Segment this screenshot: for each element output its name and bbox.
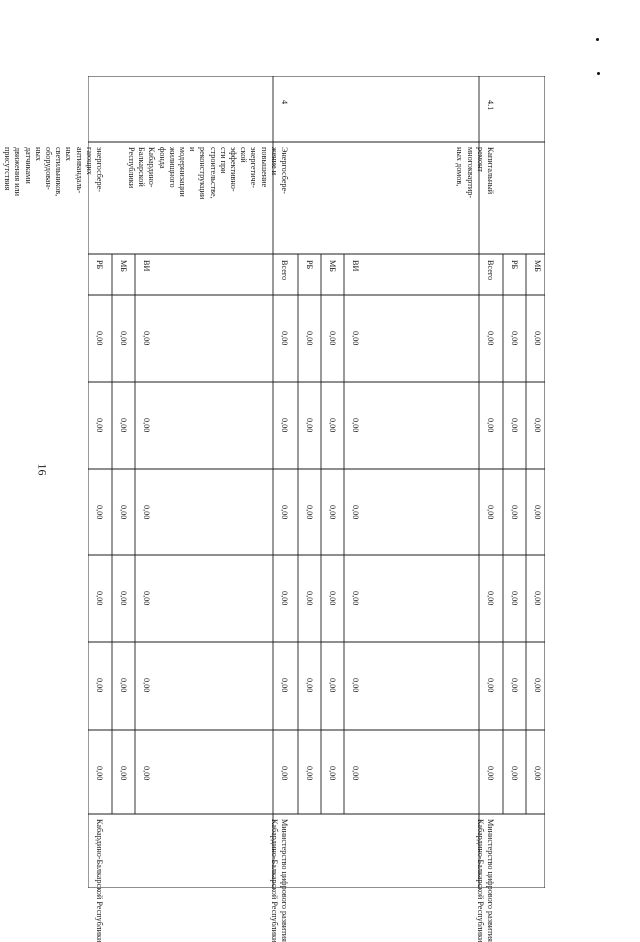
funding-value-cell: 0,00 bbox=[142, 591, 151, 606]
funding-value-cell: 0,00 bbox=[510, 505, 519, 520]
funding-value-cell: 0,00 bbox=[280, 766, 289, 781]
row-responsible-agency: Кабардино-Балкарской Республики bbox=[95, 819, 104, 942]
funding-value-cell: 0,00 bbox=[510, 418, 519, 433]
funding-value-cell: 0,00 bbox=[486, 418, 495, 433]
funding-value-cell: 0,00 bbox=[95, 766, 104, 781]
funding-source-label: ВИ bbox=[142, 260, 151, 272]
funding-value-cell: 0,00 bbox=[119, 505, 128, 520]
funding-value-cell: 0,00 bbox=[533, 331, 542, 346]
funding-source-label: МБ bbox=[328, 260, 337, 272]
funding-value-cell: 0,00 bbox=[305, 331, 314, 346]
row-activity-name: Капитальный ремонт многоквартир- ных домов, bbox=[455, 147, 495, 199]
funding-value-cell: 0,00 bbox=[119, 418, 128, 433]
funding-source-label: Всего bbox=[280, 260, 289, 281]
funding-value-cell: 0,00 bbox=[328, 766, 337, 781]
funding-value-cell: 0,00 bbox=[328, 505, 337, 520]
funding-value-cell: 0,00 bbox=[533, 678, 542, 693]
funding-value-cell: 0,00 bbox=[305, 591, 314, 606]
funding-source-label: РБ bbox=[95, 260, 104, 270]
funding-value-cell: 0,00 bbox=[351, 766, 360, 781]
funding-value-cell: 0,00 bbox=[280, 678, 289, 693]
funding-value-cell: 0,00 bbox=[280, 331, 289, 346]
funding-source-label: МБ bbox=[533, 260, 542, 272]
funding-value-cell: 0,00 bbox=[351, 418, 360, 433]
funding-value-cell: 0,00 bbox=[305, 505, 314, 520]
funding-value-cell: 0,00 bbox=[119, 766, 128, 781]
funding-value-cell: 0,00 bbox=[328, 418, 337, 433]
funding-value-cell: 0,00 bbox=[486, 678, 495, 693]
funding-value-cell: 0,00 bbox=[351, 505, 360, 520]
funding-value-cell: 0,00 bbox=[280, 505, 289, 520]
funding-value-cell: 0,00 bbox=[95, 505, 104, 520]
funding-value-cell: 0,00 bbox=[510, 331, 519, 346]
funding-source-label: Всего bbox=[486, 260, 495, 281]
funding-source-label: РБ bbox=[510, 260, 519, 270]
funding-value-cell: 0,00 bbox=[486, 591, 495, 606]
funding-value-cell: 0,00 bbox=[142, 766, 151, 781]
row-responsible-agency: Министерство цифрового развития Кабардино-Балкарской Республики bbox=[269, 819, 289, 942]
row-number: 4 bbox=[280, 100, 289, 105]
funding-value-cell: 0,00 bbox=[119, 331, 128, 346]
funding-value-cell: 0,00 bbox=[486, 331, 495, 346]
funding-value-cell: 0,00 bbox=[351, 331, 360, 346]
row-number: 4.1 bbox=[486, 100, 495, 111]
funding-value-cell: 0,00 bbox=[142, 505, 151, 520]
funding-value-cell: 0,00 bbox=[533, 418, 542, 433]
funding-value-cell: 0,00 bbox=[510, 591, 519, 606]
funding-value-cell: 0,00 bbox=[533, 766, 542, 781]
funding-value-cell: 0,00 bbox=[533, 505, 542, 520]
row-activity-name: энергосбере- гающих антивандаль- ных светильников, оборудован- ных датчиками движения или присутствия bbox=[3, 147, 104, 197]
funding-value-cell: 0,00 bbox=[328, 331, 337, 346]
scan-speck bbox=[597, 72, 600, 75]
funding-value-cell: 0,00 bbox=[142, 678, 151, 693]
funding-value-cell: 0,00 bbox=[142, 331, 151, 346]
funding-value-cell: 0,00 bbox=[95, 331, 104, 346]
funding-value-cell: 0,00 bbox=[95, 678, 104, 693]
funding-value-cell: 0,00 bbox=[280, 591, 289, 606]
funding-value-cell: 0,00 bbox=[328, 591, 337, 606]
funding-source-label: МБ bbox=[119, 260, 128, 272]
row-responsible-agency: Министерство цифрового развития Кабардино-Балкарской Республики bbox=[475, 819, 495, 942]
funding-value-cell: 0,00 bbox=[305, 418, 314, 433]
funding-value-cell: 0,00 bbox=[119, 678, 128, 693]
row-activity-name: Энергосбере- жение и повышение энергетиче- ской эффективно- сти при строительстве, реконструкции и модернизации жилищного фонда Кабардино- Балкарской Республики bbox=[126, 147, 289, 200]
funding-value-cell: 0,00 bbox=[95, 418, 104, 433]
funding-value-cell: 0,00 bbox=[351, 591, 360, 606]
funding-value-cell: 0,00 bbox=[510, 678, 519, 693]
funding-source-label: ВИ bbox=[351, 260, 360, 272]
funding-value-cell: 0,00 bbox=[280, 418, 289, 433]
page-number: 16 bbox=[35, 463, 50, 476]
funding-value-cell: 0,00 bbox=[305, 766, 314, 781]
funding-value-cell: 0,00 bbox=[142, 418, 151, 433]
funding-value-cell: 0,00 bbox=[351, 678, 360, 693]
funding-value-cell: 0,00 bbox=[510, 766, 519, 781]
funding-value-cell: 0,00 bbox=[119, 591, 128, 606]
funding-source-label: РБ bbox=[305, 260, 314, 270]
funding-value-cell: 0,00 bbox=[486, 505, 495, 520]
funding-value-cell: 0,00 bbox=[305, 678, 314, 693]
funding-value-cell: 0,00 bbox=[533, 591, 542, 606]
funding-value-cell: 0,00 bbox=[328, 678, 337, 693]
funding-value-cell: 0,00 bbox=[486, 766, 495, 781]
funding-value-cell: 0,00 bbox=[95, 591, 104, 606]
scan-speck bbox=[596, 38, 599, 41]
